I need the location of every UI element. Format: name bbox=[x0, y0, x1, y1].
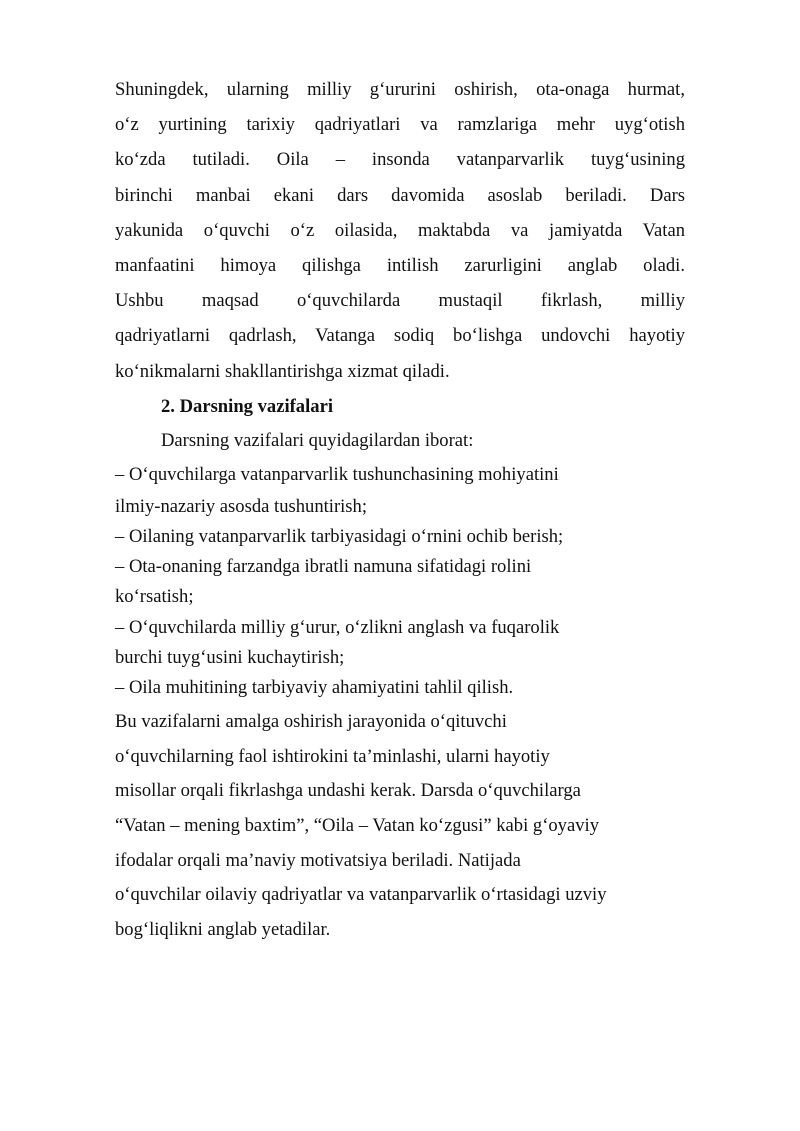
paragraph-line: bog‘liqlikni anglab yetadilar. bbox=[115, 918, 331, 940]
paragraph-line: ko‘zda tutiladi. Oila – insonda vatanparvarlik tuyg‘usining bbox=[115, 149, 685, 171]
paragraph-line: o‘quvchilar oilaviy qadriyatlar va vatanparvarlik o‘rtasidagi uzviy bbox=[115, 884, 607, 906]
list-item-continuation: ko‘rsatish; bbox=[115, 586, 194, 608]
paragraph-line: manfaatini himoya qilishga intilish zarurligini anglab oladi. bbox=[115, 254, 685, 276]
intro-paragraph bbox=[115, 72, 685, 389]
paragraph-line: o‘z yurtining tarixiy qadriyatlari va ramzlariga mehr uyg‘otish bbox=[115, 114, 685, 136]
paragraph-line: “Vatan – mening baxtim”, “Oila – Vatan ko‘zgusi” kabi g‘oyaviy bbox=[115, 814, 599, 836]
paragraph-line: o‘quvchilarning faol ishtirokini ta’minlashi, ularni hayotiy bbox=[115, 745, 550, 767]
list-item: – Oilaning vatanparvarlik tarbiyasidagi o‘rnini ochib berish; bbox=[115, 526, 564, 548]
list-item-continuation: burchi tuyg‘usini kuchaytirish; bbox=[115, 646, 345, 668]
list-item: – O‘quvchilarda milliy g‘urur, o‘zlikni anglash va fuqarolik bbox=[115, 616, 560, 638]
list-item: – Oila muhitining tarbiyaviy ahamiyatini tahlil qilish. bbox=[115, 677, 514, 698]
section-heading: 2. Darsning vazifalari bbox=[161, 395, 333, 417]
document-page bbox=[115, 72, 685, 947]
paragraph-line: Bu vazifalarni amalga oshirish jarayonida o‘qituvchi bbox=[115, 711, 507, 733]
list-item: – Ota-onaning farzandga ibratli namuna sifatidagi rolini bbox=[115, 556, 532, 578]
list-item-continuation: ilmiy-nazariy asosda tushuntirish; bbox=[115, 495, 368, 517]
paragraph-line: misollar orqali fikrlashga undashi kerak. Darsda o‘quvchilarga bbox=[115, 780, 581, 802]
paragraph-line: ko‘nikmalarni shakllantirishga xizmat qiladi. bbox=[115, 360, 450, 382]
paragraph-line: Ushbu maqsad o‘quvchilarda mustaqil fikrlash, milliy bbox=[115, 290, 685, 312]
section-lead: Darsning vazifalari quyidagilardan iborat: bbox=[161, 429, 474, 451]
paragraph-line: Shuningdek, ularning milliy g‘ururini oshirish, ota-onaga hurmat, bbox=[115, 79, 685, 100]
paragraph-line: yakunida o‘quvchi o‘z oilasida, maktabda va jamiyatda Vatan bbox=[115, 219, 685, 241]
tasks-list bbox=[115, 458, 685, 703]
list-item: – O‘quvchilarga vatanparvarlik tushunchasining mohiyatini bbox=[115, 463, 559, 485]
paragraph-line: qadriyatlarni qadrlash, Vatanga sodiq bo‘lishga undovchi hayotiy bbox=[115, 325, 685, 347]
paragraph-line: birinchi manbai ekani dars davomida asoslab beriladi. Dars bbox=[115, 184, 685, 206]
conclusion-paragraph bbox=[115, 705, 685, 947]
paragraph-line: ifodalar orqali ma’naviy motivatsiya beriladi. Natijada bbox=[115, 849, 521, 871]
